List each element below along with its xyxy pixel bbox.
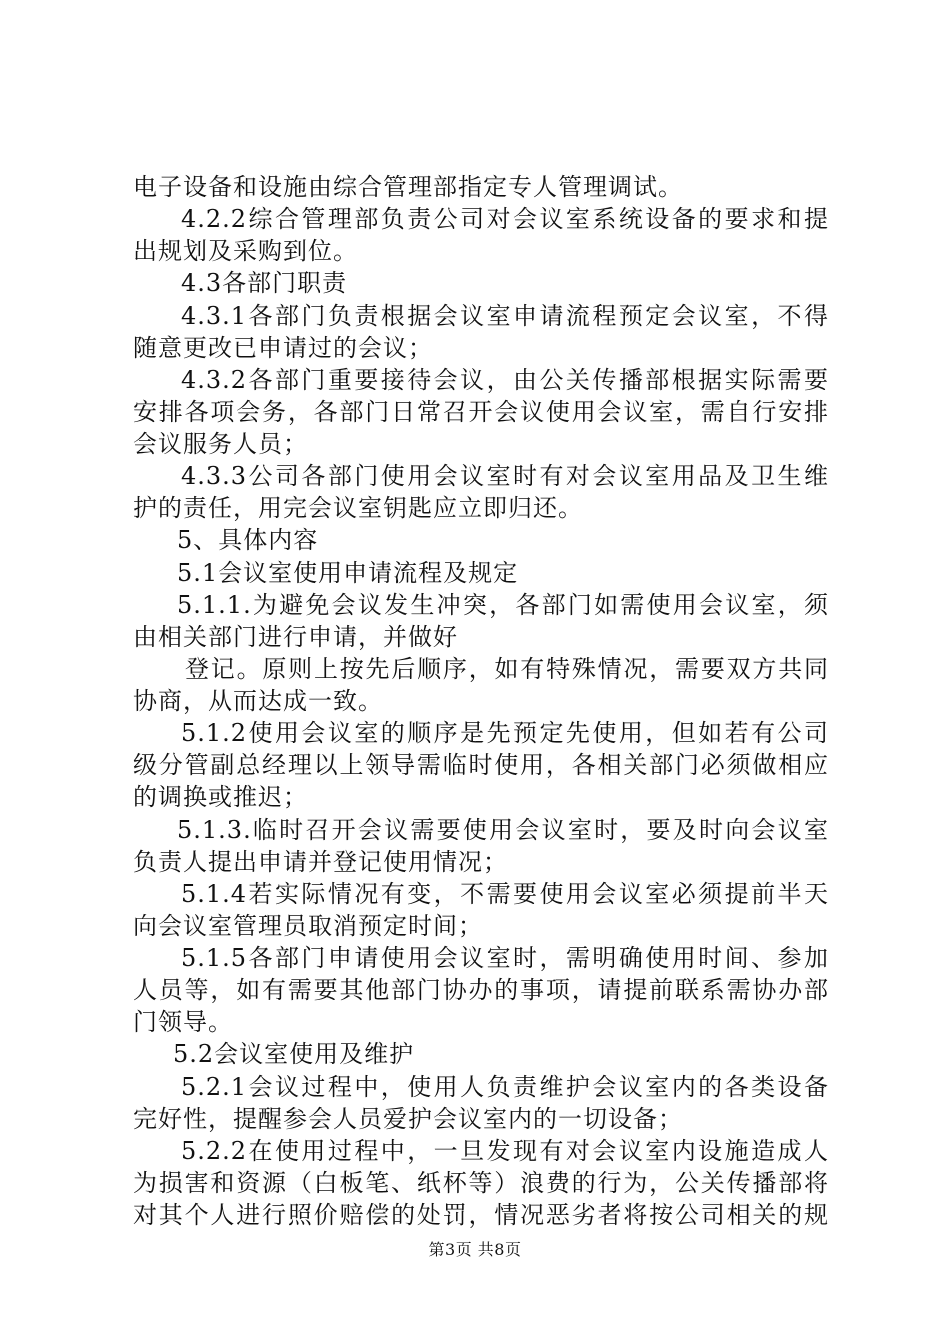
page-number-footer: 第3页 共8页 xyxy=(428,1240,522,1259)
text-line: 协商，从而达成一致。 xyxy=(133,687,383,715)
text-line: 级分管副总经理以上领导需临时使用，各相关部门必须做相应 xyxy=(133,751,829,779)
text-line: 4.3.1各部门负责根据会议室申请流程预定会议室，不得 xyxy=(181,302,829,330)
section-heading: 5、具体内容 xyxy=(177,526,319,554)
text-line: 人员等，如有需要其他部门协办的事项，请提前联系需协办部 xyxy=(133,976,829,1004)
text-line: 5.1.1.为避免会议发生冲突，各部门如需使用会议室，须 xyxy=(177,591,829,619)
text-line: 完好性，提醒参会人员爱护会议室内的一切设备； xyxy=(133,1105,683,1133)
text-line: 的调换或推迟； xyxy=(133,783,308,811)
text-line: 登记。原则上按先后顺序，如有特殊情况，需要双方共同 xyxy=(185,655,829,683)
text-line: 对其个人进行照价赔偿的处罚，情况恶劣者将按公司相关的规 xyxy=(133,1201,829,1229)
text-line: 5.2.2在使用过程中，一旦发现有对会议室内设施造成人 xyxy=(181,1137,829,1165)
text-line: 安排各项会务，各部门日常召开会议使用会议室，需自行安排 xyxy=(133,398,829,426)
text-line: 电子设备和设施由综合管理部指定专人管理调试。 xyxy=(133,173,683,201)
text-line: 5.2.1会议过程中，使用人负责维护会议室内的各类设备 xyxy=(181,1073,829,1101)
text-line: 4.3.3公司各部门使用会议室时有对会议室用品及卫生维 xyxy=(181,462,829,490)
text-line: 门领导。 xyxy=(133,1008,233,1036)
text-line: 为损害和资源（白板笔、纸杯等）浪费的行为，公关传播部将 xyxy=(133,1169,829,1197)
section-heading: 4.3各部门职责 xyxy=(181,269,348,297)
text-line: 负责人提出申请并登记使用情况； xyxy=(133,848,508,876)
text-line: 4.2.2综合管理部负责公司对会议室系统设备的要求和提 xyxy=(181,205,829,233)
text-line: 5.1.4若实际情况有变，不需要使用会议室必须提前半天 xyxy=(181,880,829,908)
section-heading: 5.1会议室使用申请流程及规定 xyxy=(177,559,519,587)
text-line: 会议服务人员； xyxy=(133,430,308,458)
text-line: 随意更改已申请过的会议； xyxy=(133,334,433,362)
text-line: 出规划及采购到位。 xyxy=(133,237,358,265)
text-line: 4.3.2各部门重要接待会议，由公关传播部根据实际需要 xyxy=(181,366,829,394)
text-line: 5.1.2使用会议室的顺序是先预定先使用，但如若有公司 xyxy=(181,719,829,747)
text-line: 由相关部门进行申请，并做好 xyxy=(133,623,458,651)
text-line: 5.1.3.临时召开会议需要使用会议室时，要及时向会议室 xyxy=(177,816,829,844)
text-line: 5.1.5各部门申请使用会议室时，需明确使用时间、参加 xyxy=(181,944,829,972)
text-line: 向会议室管理员取消预定时间； xyxy=(133,912,483,940)
section-heading: 5.2会议室使用及维护 xyxy=(173,1040,415,1068)
text-line: 护的责任，用完会议室钥匙应立即归还。 xyxy=(133,494,583,522)
